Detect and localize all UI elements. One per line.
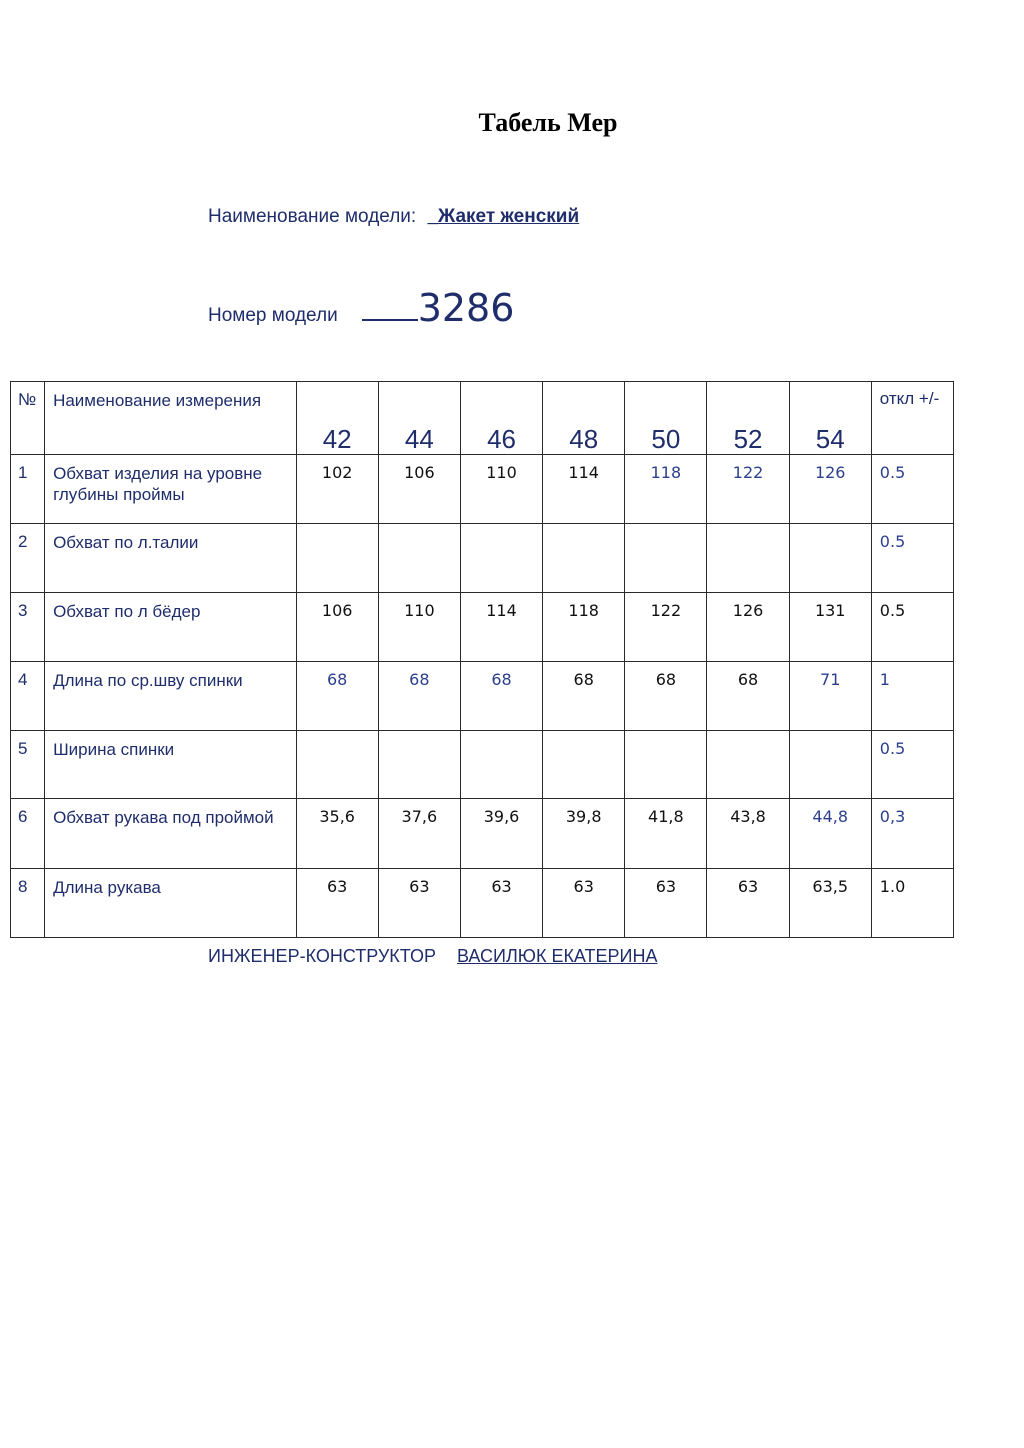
engineer-label: ИНЖЕНЕР-КОНСТРУКТОР (208, 946, 436, 966)
row-value: 68 (543, 662, 625, 731)
header-num: № (11, 382, 45, 455)
row-value: 68 (707, 662, 789, 731)
row-num: 6 (11, 799, 45, 869)
header-size (789, 382, 871, 455)
model-number-row (208, 286, 514, 330)
row-value: 63 (543, 869, 625, 938)
table-row (11, 869, 954, 938)
row-value: 44,8 (789, 799, 871, 869)
row-value (625, 524, 707, 593)
row-value: 63,5 (789, 869, 871, 938)
row-value (543, 731, 625, 799)
row-value (378, 731, 460, 799)
row-value (789, 731, 871, 799)
row-value (296, 731, 378, 799)
row-value (378, 524, 460, 593)
table-row (11, 524, 954, 593)
row-value: 110 (460, 455, 542, 524)
row-value (707, 524, 789, 593)
row-value: 122 (625, 593, 707, 662)
row-value: 68 (378, 662, 460, 731)
model-number-value: 3286 (417, 286, 515, 330)
row-value (625, 731, 707, 799)
table-row (11, 662, 954, 731)
row-deviation: 0.5 (871, 455, 953, 524)
row-deviation: 0.5 (871, 731, 953, 799)
row-value: 68 (625, 662, 707, 731)
row-num: 3 (11, 593, 45, 662)
size-label: 50 (651, 424, 681, 454)
row-value: 118 (543, 593, 625, 662)
table-header-row (11, 382, 954, 455)
model-name-row (208, 206, 579, 228)
row-deviation: 1.0 (871, 869, 953, 938)
row-value: 106 (296, 593, 378, 662)
row-deviation: 1 (871, 662, 953, 731)
row-num: 2 (11, 524, 45, 593)
row-name: Длина рукава (45, 869, 297, 938)
model-number-blank-line (362, 305, 418, 321)
row-value: 131 (789, 593, 871, 662)
row-value: 110 (378, 593, 460, 662)
row-value: 63 (296, 869, 378, 938)
row-value (543, 524, 625, 593)
measurements-table (10, 381, 954, 938)
row-value: 63 (707, 869, 789, 938)
header-size (543, 382, 625, 455)
header-name: Наименование измерения (45, 382, 297, 455)
row-name: Обхват рукава под проймой (45, 799, 297, 869)
row-value: 35,6 (296, 799, 378, 869)
row-value: 71 (789, 662, 871, 731)
row-value: 68 (460, 662, 542, 731)
model-number-label: Номер модели (208, 305, 338, 326)
page-title: Табель Мер (478, 108, 618, 137)
table-row (11, 731, 954, 799)
row-value: 102 (296, 455, 378, 524)
header-deviation: откл +/- (871, 382, 953, 455)
row-value: 37,6 (378, 799, 460, 869)
row-num: 1 (11, 455, 45, 524)
row-value: 106 (378, 455, 460, 524)
table-row (11, 455, 954, 524)
size-label: 42 (322, 424, 352, 454)
row-value (460, 731, 542, 799)
row-name: Обхват по л.талии (45, 524, 297, 593)
row-num: 4 (11, 662, 45, 731)
header-size (378, 382, 460, 455)
row-deviation: 0,3 (871, 799, 953, 869)
table-row (11, 799, 954, 869)
size-label: 46 (487, 424, 516, 454)
row-num: 5 (11, 731, 45, 799)
row-value: 114 (543, 455, 625, 524)
row-value: 126 (707, 593, 789, 662)
row-value (296, 524, 378, 593)
row-deviation: 0.5 (871, 593, 953, 662)
header-size (707, 382, 789, 455)
header-size (460, 382, 542, 455)
header-size (296, 382, 378, 455)
size-label: 52 (733, 424, 763, 454)
row-name: Длина по ср.шву спинки (45, 662, 297, 731)
row-value: 68 (296, 662, 378, 731)
row-value: 63 (460, 869, 542, 938)
row-value: 118 (625, 455, 707, 524)
row-value (460, 524, 542, 593)
row-deviation: 0.5 (871, 524, 953, 593)
row-name: Обхват по л бёдер (45, 593, 297, 662)
row-name: Ширина спинки (45, 731, 297, 799)
size-label: 54 (815, 424, 845, 454)
row-name: Обхват изделия на уровне глубины проймы (45, 455, 297, 524)
row-value: 63 (625, 869, 707, 938)
table-row (11, 593, 954, 662)
size-label: 48 (569, 424, 599, 454)
row-value: 43,8 (707, 799, 789, 869)
header-size (625, 382, 707, 455)
row-value: 39,8 (543, 799, 625, 869)
row-value: 126 (789, 455, 871, 524)
model-name-label: Наименование модели: (208, 206, 417, 227)
engineer-signature-line (208, 946, 657, 967)
row-value (707, 731, 789, 799)
engineer-name: ВАСИЛЮК ЕКАТЕРИНА (457, 946, 658, 966)
model-name-value: _Жакет женский (427, 206, 580, 227)
row-value: 122 (707, 455, 789, 524)
row-value: 39,6 (460, 799, 542, 869)
row-value: 114 (460, 593, 542, 662)
row-num: 8 (11, 869, 45, 938)
row-value: 41,8 (625, 799, 707, 869)
size-label: 44 (404, 424, 434, 454)
row-value (789, 524, 871, 593)
row-value: 63 (378, 869, 460, 938)
